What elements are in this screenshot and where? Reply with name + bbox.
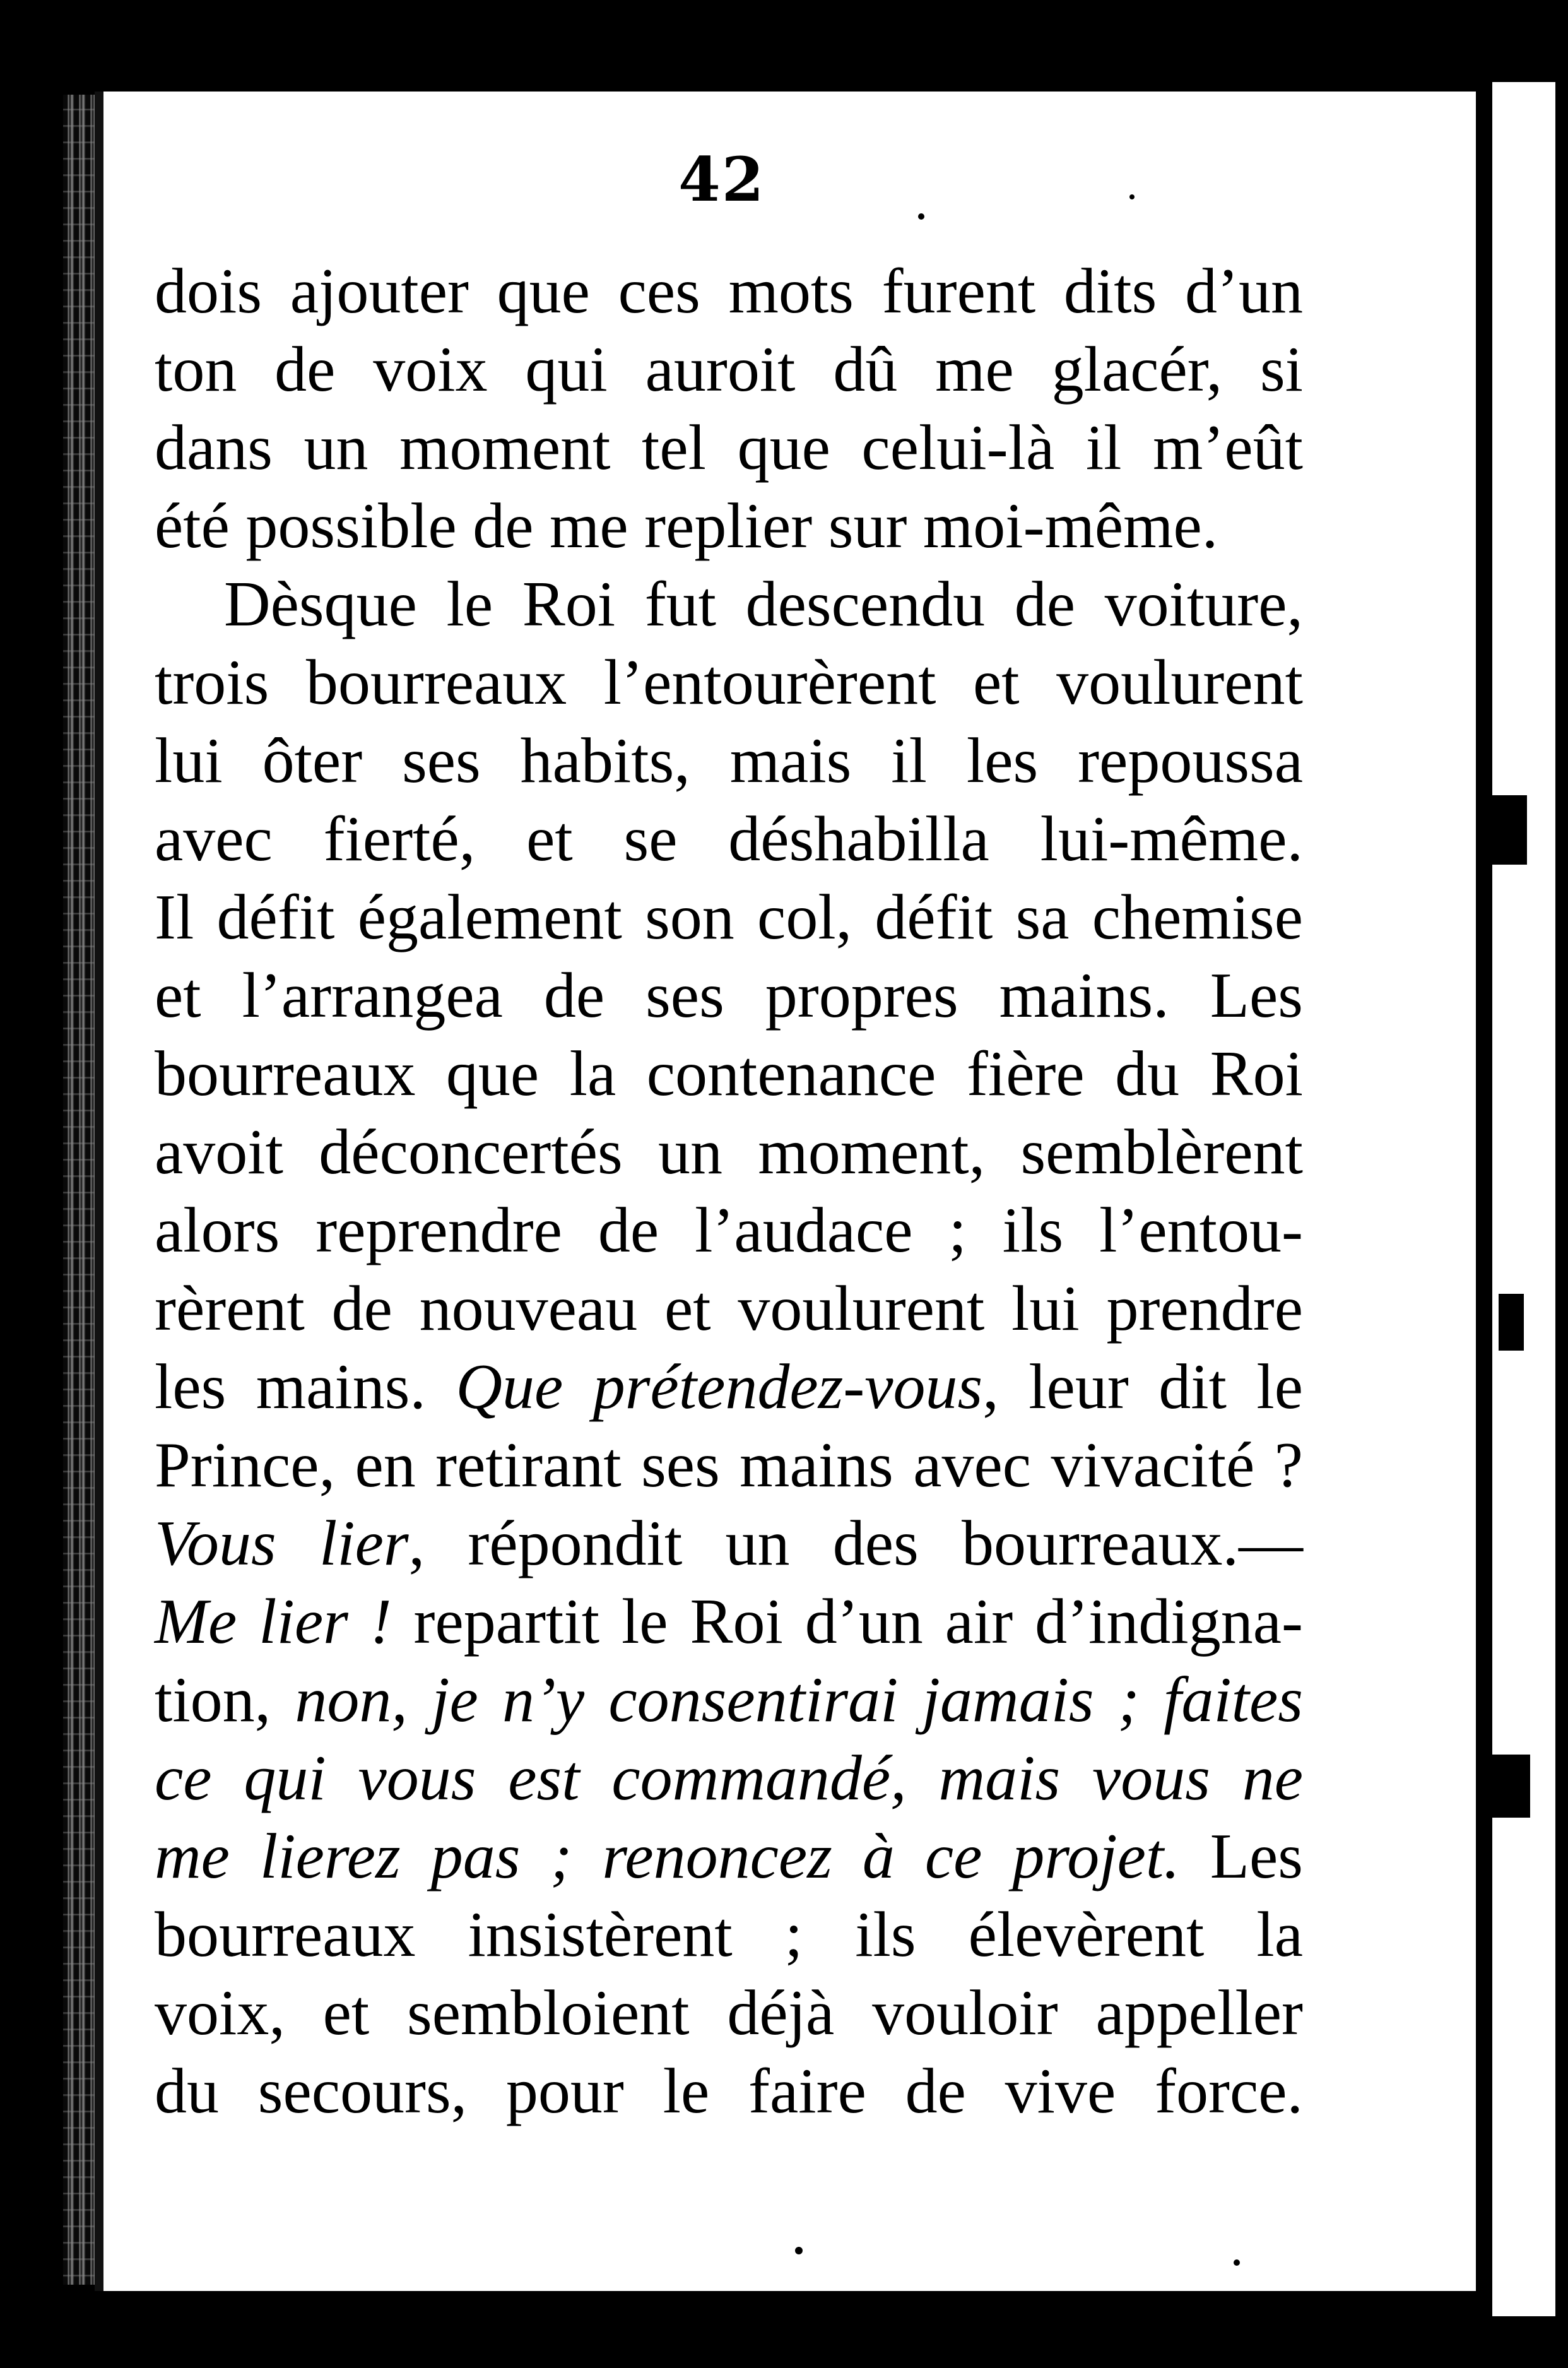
next-page-edge [1492,82,1555,2316]
text-line [155,331,1303,409]
text-line [155,1035,1303,1113]
body-text [155,252,1303,2131]
text-run: Les [1179,1821,1303,1892]
text-line [155,1113,1303,1192]
text-run: tion, [155,1664,295,1736]
text-run: avoit déconcertés un moment, semblèrent [155,1116,1303,1188]
italic-text-run: Que prétendez-vous [456,1351,983,1423]
text-run: Il défit également son col, défit sa chemise [155,882,1303,953]
text-line [155,800,1303,879]
text-line [155,1505,1303,1583]
text-run: repartit le Roi d’un air d’indigna- [391,1586,1303,1657]
text-line [155,1661,1303,1739]
text-line [155,2052,1303,2131]
scan-speck [1129,194,1135,199]
text-line [155,957,1303,1035]
text-run: les mains. [155,1351,456,1423]
text-run: et l’arrangea de ses propres mains. Les [155,960,1303,1031]
text-run: trois bourreaux l’entourèrent et voulurent [155,647,1303,718]
text-run: avec fierté, et se déshabilla lui-même. [155,803,1303,875]
italic-text-run: ce qui vous est commandé, mais vous ne [155,1743,1303,1814]
italic-text-run: me lierez pas ; renoncez à ce projet. [155,1821,1180,1892]
edge-blot [1499,1294,1524,1351]
text-line [155,1348,1303,1426]
text-run: rèrent de nouveau et voulurent lui prendre [155,1273,1303,1344]
text-run: Prince, en retirant ses mains avec vivacité ? [155,1430,1303,1501]
text-run: dois ajouter que ces mots furent dits d’un [155,256,1303,327]
text-run: bourreaux que la contenance fière du Roi [155,1038,1303,1110]
text-line [155,1270,1303,1348]
text-run: voix, et sembloient déjà vouloir appeller [155,1977,1303,2049]
text-line [155,1192,1303,1270]
text-line [155,409,1303,487]
page-number: 42 [678,144,765,215]
text-run: été possible de me replier sur moi-même. [155,490,1218,562]
scan-speck [795,2247,803,2254]
text-line [155,1974,1303,2052]
text-line [155,1818,1303,1896]
italic-text-run: Vous lier [155,1508,409,1579]
text-run: , répondit un des bourreaux.— [408,1508,1303,1579]
scan-speck [918,213,924,220]
text-line [155,487,1303,565]
text-run: du secours, pour le faire de vive force. [155,2056,1303,2127]
text-run: dans un moment tel que celui-là il m’eût [155,412,1303,483]
text-line [155,252,1303,331]
text-line [155,1896,1303,1974]
text-line [155,565,1303,644]
text-run: , leur dit le [982,1351,1303,1423]
scan-speck [1234,2259,1240,2266]
text-run: Dèsque le Roi fut descendu de voiture, [224,569,1303,640]
text-run: lui ôter ses habits, mais il les repoussa [155,725,1303,796]
italic-text-run: non, je n’y consentirai jamais ; faites [295,1664,1303,1736]
text-line [155,1739,1303,1818]
text-line [155,879,1303,957]
text-run: alors reprendre de l’audace ; ils l’entou- [155,1195,1303,1266]
italic-text-run: Me lier ! [155,1586,392,1657]
text-line [155,1426,1303,1505]
edge-blot [1492,1755,1530,1818]
text-run: bourreaux insistèrent ; ils élevèrent la [155,1899,1303,1970]
edge-blot [1492,795,1527,865]
text-line [155,722,1303,800]
text-run: ton de voix qui auroit dû me glacér, si [155,334,1303,405]
text-line [155,644,1303,722]
text-line [155,1583,1303,1661]
